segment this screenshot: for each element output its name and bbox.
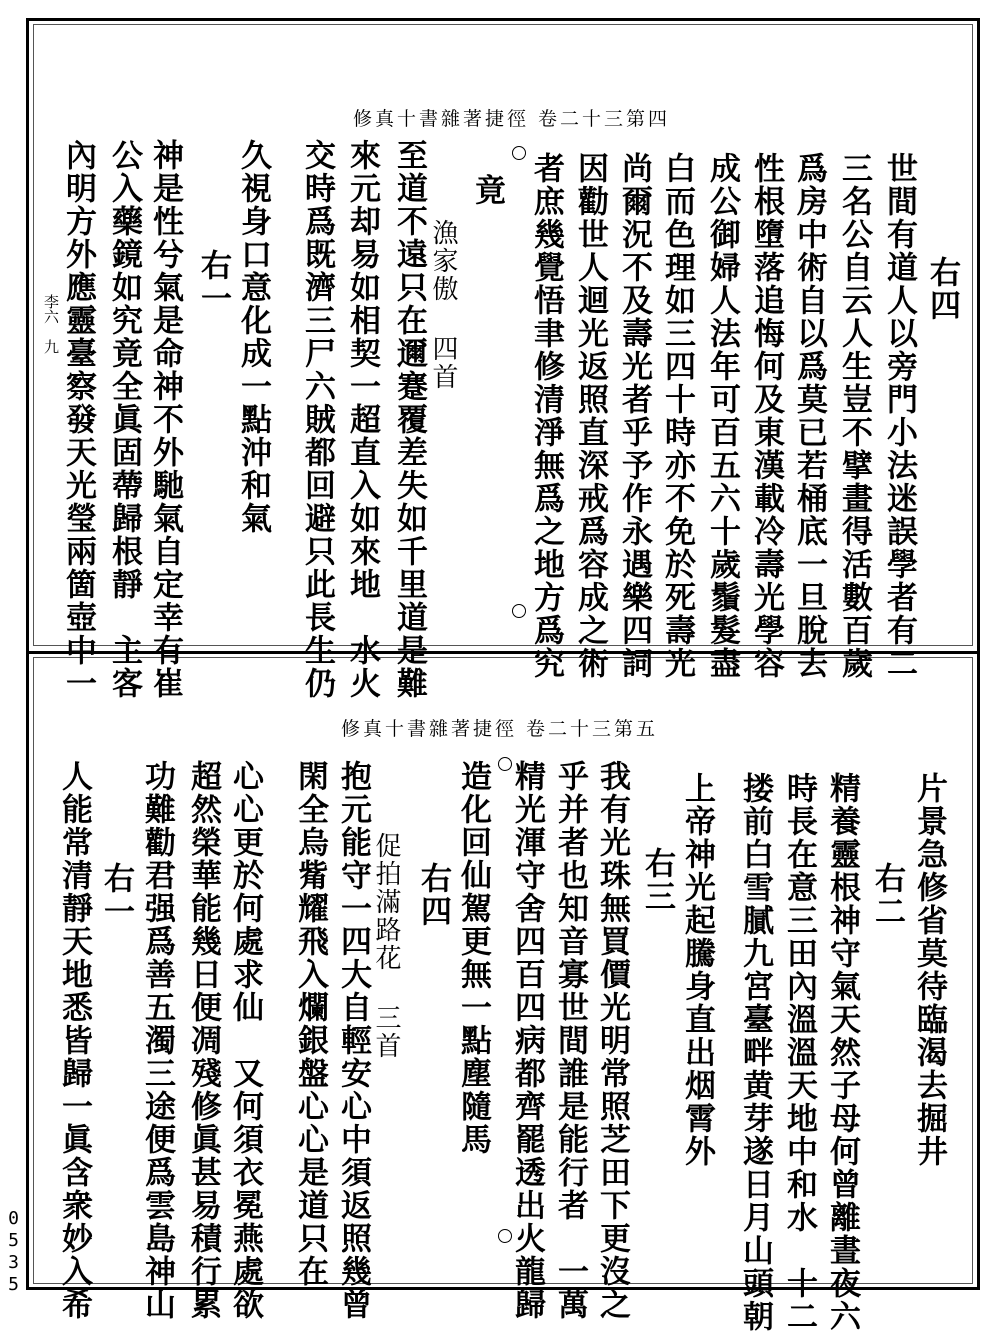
top-margin-note: 李六 九 [42, 294, 60, 354]
top-col-7: 白而色理如三四十時亦不免於死壽光 [659, 152, 695, 680]
top-running-header: 修真十書雜著捷徑 卷二十三第四 [353, 108, 671, 130]
bottom-circle-mark-2 [498, 1229, 512, 1243]
top-folio [33, 24, 973, 700]
top-col-1: 右四 [924, 256, 960, 322]
bottom-col-6: 上帝神光起騰身直出烟霄外 [679, 772, 715, 1168]
top-col-15: 交時爲既濟三尸六賊都回避只此長生仍 [299, 139, 335, 700]
bottom-col-15: 閑全烏觜耀飛入爛銀盤心心是道只在 [292, 760, 328, 1288]
bottom-col-3: 精養靈根神守氣天然子母何曾離晝夜六 [824, 772, 860, 1333]
top-col-8: 尚爾況不及壽光者乎予作永遇樂四詞 [616, 152, 652, 680]
top-col-13: 至道不遠只在邇蹇覆差失如千里道是難 [391, 139, 427, 700]
bottom-col-8: 我有光珠無買價光明常照芝田下更沒之 [594, 760, 630, 1321]
bottom-col-10: 精光渾守舍四百四病都齊罷透出火龍歸 [509, 760, 545, 1321]
top-col-19: 公入藥鏡如究竟全眞固蔕歸根靜 主客 [106, 139, 142, 700]
top-circle-mark-1 [512, 146, 526, 160]
bottom-col-2: 右二 [869, 862, 905, 928]
bottom-col-17: 超然榮華能幾日便凋殘修眞甚易積行累 [185, 760, 221, 1321]
bottom-folio [33, 657, 973, 1333]
bottom-col-11: 造化回仙駕更無一點塵隨馬 [455, 760, 491, 1156]
top-col-3: 三名公自云人生豈不擘畫得活數百歲 [836, 152, 872, 680]
top-col-10: 者庶幾覺悟聿修清淨無爲之地方爲究 [528, 152, 564, 680]
bottom-col-18: 功難勸君强爲善五濁三途便爲雲島神山 [139, 760, 175, 1321]
bottom-running-header: 修真十書雜著捷徑 卷二十三第五 [341, 718, 659, 740]
bottom-col-7: 右三 [639, 847, 675, 913]
top-col-12: 漁家傲 四首 [428, 219, 458, 391]
top-col-9: 因勸世人迴光返照直深戒爲容成之術 [572, 152, 608, 680]
top-circle-mark-2 [512, 604, 526, 618]
top-col-2: 世間有道人以旁門小法迷誤學者有二 [881, 152, 917, 680]
bottom-col-9: 乎并者也知音寡世間誰是能行者 一萬 [552, 760, 588, 1321]
top-col-18: 神是性兮氣是命神不外馳氣自定幸有崔 [147, 139, 183, 700]
bottom-col-1: 片景急修省莫待臨渴去掘井 [911, 772, 947, 1168]
bottom-circle-mark-1 [498, 757, 512, 771]
bottom-col-19: 右一 [98, 862, 134, 928]
top-col-4: 爲房中術自以爲莫已若桶底一旦脫去 [791, 152, 827, 680]
top-col-14: 來元却易如相契一超直入如來地 水火 [344, 139, 380, 700]
top-col-6: 成公御婦人法年可百五六十歲鬚髮盡 [704, 152, 740, 680]
top-col-17: 右一 [195, 249, 231, 315]
bottom-col-5: 搂前白雪膩九宮臺畔黄芽遂日月山頭朝 [737, 772, 773, 1333]
bottom-col-12: 右四 [415, 862, 451, 928]
bottom-col-13: 促拍滿路花 三首 [371, 832, 401, 1060]
bottom-col-4: 時長在意三田內溫溫天地中和水 十二 [781, 772, 817, 1333]
bottom-col-20: 人能常清靜天地悉皆歸一眞含衆妙入希 [56, 760, 92, 1321]
page-number: 0535 [3, 1208, 24, 1296]
bottom-col-14: 抱元能守一四大自輕安心中須返照幾曾 [335, 760, 371, 1321]
bottom-col-16: 心心更於何處求仙 又何須衣冕燕處欲 [227, 760, 263, 1321]
top-col-16: 久視身口意化成一點沖和氣 [235, 139, 271, 535]
top-col-11: 竟 [469, 174, 505, 207]
top-col-20: 內明方外應靈臺察發天光瑩兩箇壺中一 [60, 139, 96, 700]
top-col-5: 性根墮落追悔何及東漢載冷壽光學容 [748, 152, 784, 680]
